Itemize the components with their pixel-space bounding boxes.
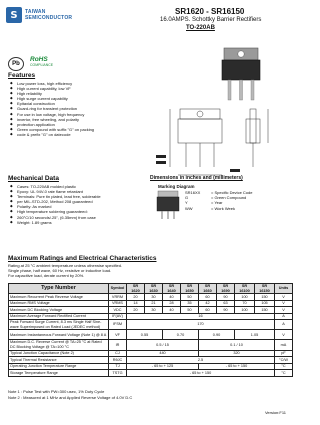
legend-desc: = Year: [211, 200, 223, 206]
dimensions-title: Dimensions in inches and (millimeters): [150, 175, 243, 181]
table-cell: 28: [163, 300, 181, 307]
table-cell: pF: [275, 350, 293, 357]
table-cell: 0.55: [127, 330, 163, 340]
units-header: Units: [275, 284, 293, 294]
list-item: ◆ protection application: [10, 122, 94, 127]
footnote: Note 1 : Pulse Test with PW=300 usec, 1% Duty Cycle: [8, 389, 105, 394]
table-cell: RθJC: [109, 357, 127, 364]
table-cell: IFSM: [109, 320, 127, 330]
part-subtitle: 16.0AMPS. Schottky Barrier Rectifiers: [160, 17, 262, 23]
legend-code: SR16XX: [185, 190, 201, 195]
table-cell: 30: [145, 307, 163, 314]
list-item: ◆ Green compound with suffix "G" on packing: [10, 127, 94, 132]
table-cell: 14: [127, 300, 145, 307]
table-cell: 90: [217, 294, 235, 301]
table-cell: V: [275, 294, 293, 301]
table-cell: 320: [199, 350, 275, 357]
table-cell: 40: [163, 294, 181, 301]
table-cell: V: [275, 307, 293, 314]
table-cell: 100: [235, 307, 255, 314]
table-cell: Typical Junction Capacitance (Note 2): [9, 350, 109, 357]
table-cell: VF: [109, 330, 127, 340]
table-cell: Maximum DC Blocking Voltage: [9, 307, 109, 314]
rating-note: For capacitive load, derate current by 20%.: [8, 273, 85, 279]
logo-line-2: SEMICONDUCTOR: [25, 15, 73, 21]
table-cell: 20: [127, 294, 145, 301]
table-cell: Typical Thermal Resistance: [9, 357, 109, 364]
rating-note: Rating at 25 °C ambient temperature unless otherwise specified.: [8, 263, 123, 268]
column-header: SR 1660: [199, 284, 217, 294]
table-cell: 63: [217, 300, 235, 307]
table-cell: 1.05: [235, 330, 275, 340]
footnotes: [8, 389, 132, 400]
list-item: ◆ per MIL-STD-202, Method 208 guaranteed: [10, 199, 101, 204]
table-cell: 60: [199, 307, 217, 314]
table-cell: 90: [217, 307, 235, 314]
list-item: ◆ Polarity: As marked: [10, 204, 101, 209]
table-cell: 150: [255, 307, 275, 314]
list-item: ◆ High reliability: [10, 91, 94, 96]
table-cell: mA: [275, 340, 293, 350]
list-item: ◆ Terminals: Pure tin plated, lead free, solderable: [10, 194, 101, 199]
table-cell: 30: [145, 294, 163, 301]
list-item: ◆ For use in low voltage, high frequency: [10, 112, 94, 117]
table-cell: Operating Junction Temperature Range: [9, 363, 109, 370]
legend-desc: = Green Compound: [211, 195, 247, 201]
ratings-table-body: [9, 294, 293, 376]
list-item: ◆ High current capability, low VF: [10, 86, 94, 91]
list-item: ◆ High surge current capability: [10, 96, 94, 101]
mechanical-list: [10, 184, 101, 225]
ratings-notes: [8, 263, 122, 279]
logo-text: [25, 9, 72, 21]
table-cell: 0.70: [163, 330, 199, 340]
legend-desc: = Specific Device Code: [211, 190, 253, 195]
package-name: TO-220AB: [186, 25, 215, 31]
legend-code: G: [185, 195, 189, 201]
list-item: ◆ Weight: 1.89 grams: [10, 220, 101, 225]
ratings-title: Maximum Ratings and Electrical Characteristics: [8, 255, 157, 262]
version-label: Version:F11: [264, 410, 286, 415]
table-row: [9, 320, 293, 330]
table-cell: 150: [255, 294, 275, 301]
footnote: Note 2 : Measured at 1 MHz and Applied Reverse Voltage of 4.0V D.C: [8, 394, 133, 400]
column-header: SR 16100: [235, 284, 255, 294]
features-list: [10, 81, 94, 137]
table-cell: A: [275, 313, 293, 320]
legend-desc: = Work Week: [211, 205, 235, 211]
table-row: [9, 340, 293, 350]
legend-code: WW: [185, 205, 193, 211]
column-header: SR 1690: [217, 284, 235, 294]
table-cell: 70: [235, 300, 255, 307]
table-cell: 0.90: [199, 330, 235, 340]
table-cell: 2.5: [127, 357, 275, 364]
table-cell: - 65 to + 125: [127, 363, 199, 370]
list-item: ◆ invertor, free wheeling, and polarity: [10, 117, 94, 122]
list-item: ◆ Epoxy: UL 94V-0 rate flame retardant: [10, 189, 101, 194]
table-cell: - 65 to + 150: [127, 370, 275, 377]
table-cell: - 65 to + 150: [199, 363, 275, 370]
list-item: ◆ Guard-ring for transient protection: [10, 106, 94, 111]
table-cell: Storage Temperature Range: [9, 370, 109, 377]
rating-note: Single phase, half wave, 60 Hz, resistive or inductive load.: [8, 268, 112, 274]
table-cell: Maximum D.C. Reverse Current @ TA=25 °C at Rated DC Blocking Voltage @ TA=100 °C: [9, 340, 109, 350]
marking-title: Marking Diagram: [158, 184, 195, 189]
list-item: ◆ Cases: TO-220AB molded plastic: [10, 184, 101, 189]
table-cell: 16: [127, 313, 275, 320]
legend-row: [185, 206, 252, 211]
table-cell: 50: [181, 307, 199, 314]
table-cell: 21: [145, 300, 163, 307]
ratings-table: [8, 283, 293, 377]
table-cell: VDC: [109, 307, 127, 314]
table-cell: °C: [275, 363, 293, 370]
table-cell: 105: [255, 300, 275, 307]
table-cell: 0.5 / 15: [127, 340, 199, 350]
mechanical-heading: Mechanical Data: [8, 175, 59, 182]
company-logo: [6, 6, 92, 24]
column-header: SR 1620: [127, 284, 145, 294]
table-cell: Maximum Recurrent Peak Reverse Voltage: [9, 294, 109, 301]
features-heading: Features: [8, 72, 36, 79]
list-item: ◆ code & prefix "G" on datecode: [10, 132, 94, 137]
table-cell: 40: [163, 307, 181, 314]
table-cell: °C/W: [275, 357, 293, 364]
table-cell: 100: [235, 294, 255, 301]
rohs-sublabel: COMPLIANCE: [30, 63, 54, 67]
table-cell: 20: [127, 307, 145, 314]
marking-legend: [185, 190, 252, 211]
table-cell: Peak Forward Surge Current, 8.3 ms Single Half Sine-wave Superimposed on Rated Load (JEDEC method): [9, 320, 109, 330]
list-item: ◆ Epitaxial construction: [10, 101, 94, 106]
list-item: ◆ Low power loss, high efficiency: [10, 81, 94, 86]
type-number-header: Type Number: [9, 284, 109, 294]
column-header: SR 1630: [145, 284, 163, 294]
symbol-header: Symbol: [109, 284, 127, 294]
logo-mark-icon: S: [6, 7, 22, 23]
table-cell: Maximum Average Forward Rectified Current: [9, 313, 109, 320]
table-cell: IR: [109, 340, 127, 350]
table-cell: VRRM: [109, 294, 127, 301]
rohs-badge: [30, 56, 66, 72]
table-cell: 60: [199, 294, 217, 301]
table-cell: 50: [181, 294, 199, 301]
table-cell: IF(AV): [109, 313, 127, 320]
table-cell: 0.1 / 10: [199, 340, 275, 350]
table-cell: Maximum RMS Voltage: [9, 300, 109, 307]
table-cell: Maximum Instantaneous Forward Voltage (Note 1) @ 8 A: [9, 330, 109, 340]
table-cell: 42: [199, 300, 217, 307]
column-header: SR 1650: [181, 284, 199, 294]
table-cell: V: [275, 300, 293, 307]
table-cell: CJ: [109, 350, 127, 357]
table-cell: A: [275, 320, 293, 330]
table-row: [9, 370, 293, 377]
list-item: ◆ High temperature soldering guaranteed:: [10, 209, 101, 214]
column-header: SR 1640: [163, 284, 181, 294]
table-cell: °C: [275, 370, 293, 377]
list-item: ◆ 260°C/10 seconds/.25", (6.35mm) from case: [10, 215, 101, 220]
legend-code: Y: [185, 200, 188, 206]
marking-diagram-image: [154, 190, 182, 220]
table-row: [9, 330, 293, 340]
logo-line-1: TAIWAN: [25, 9, 46, 15]
table-cell: 170: [127, 320, 275, 330]
table-cell: VRMS: [109, 300, 127, 307]
part-title: SR1620 - SR16150: [175, 7, 245, 16]
table-cell: V: [275, 330, 293, 340]
pb-free-icon: Pb: [8, 57, 24, 71]
table-cell: 440: [127, 350, 199, 357]
table-cell: 35: [181, 300, 199, 307]
rohs-label: RoHS: [30, 56, 48, 63]
table-cell: TSTG: [109, 370, 127, 377]
column-header: SR 16150: [255, 284, 275, 294]
table-cell: TJ: [109, 363, 127, 370]
